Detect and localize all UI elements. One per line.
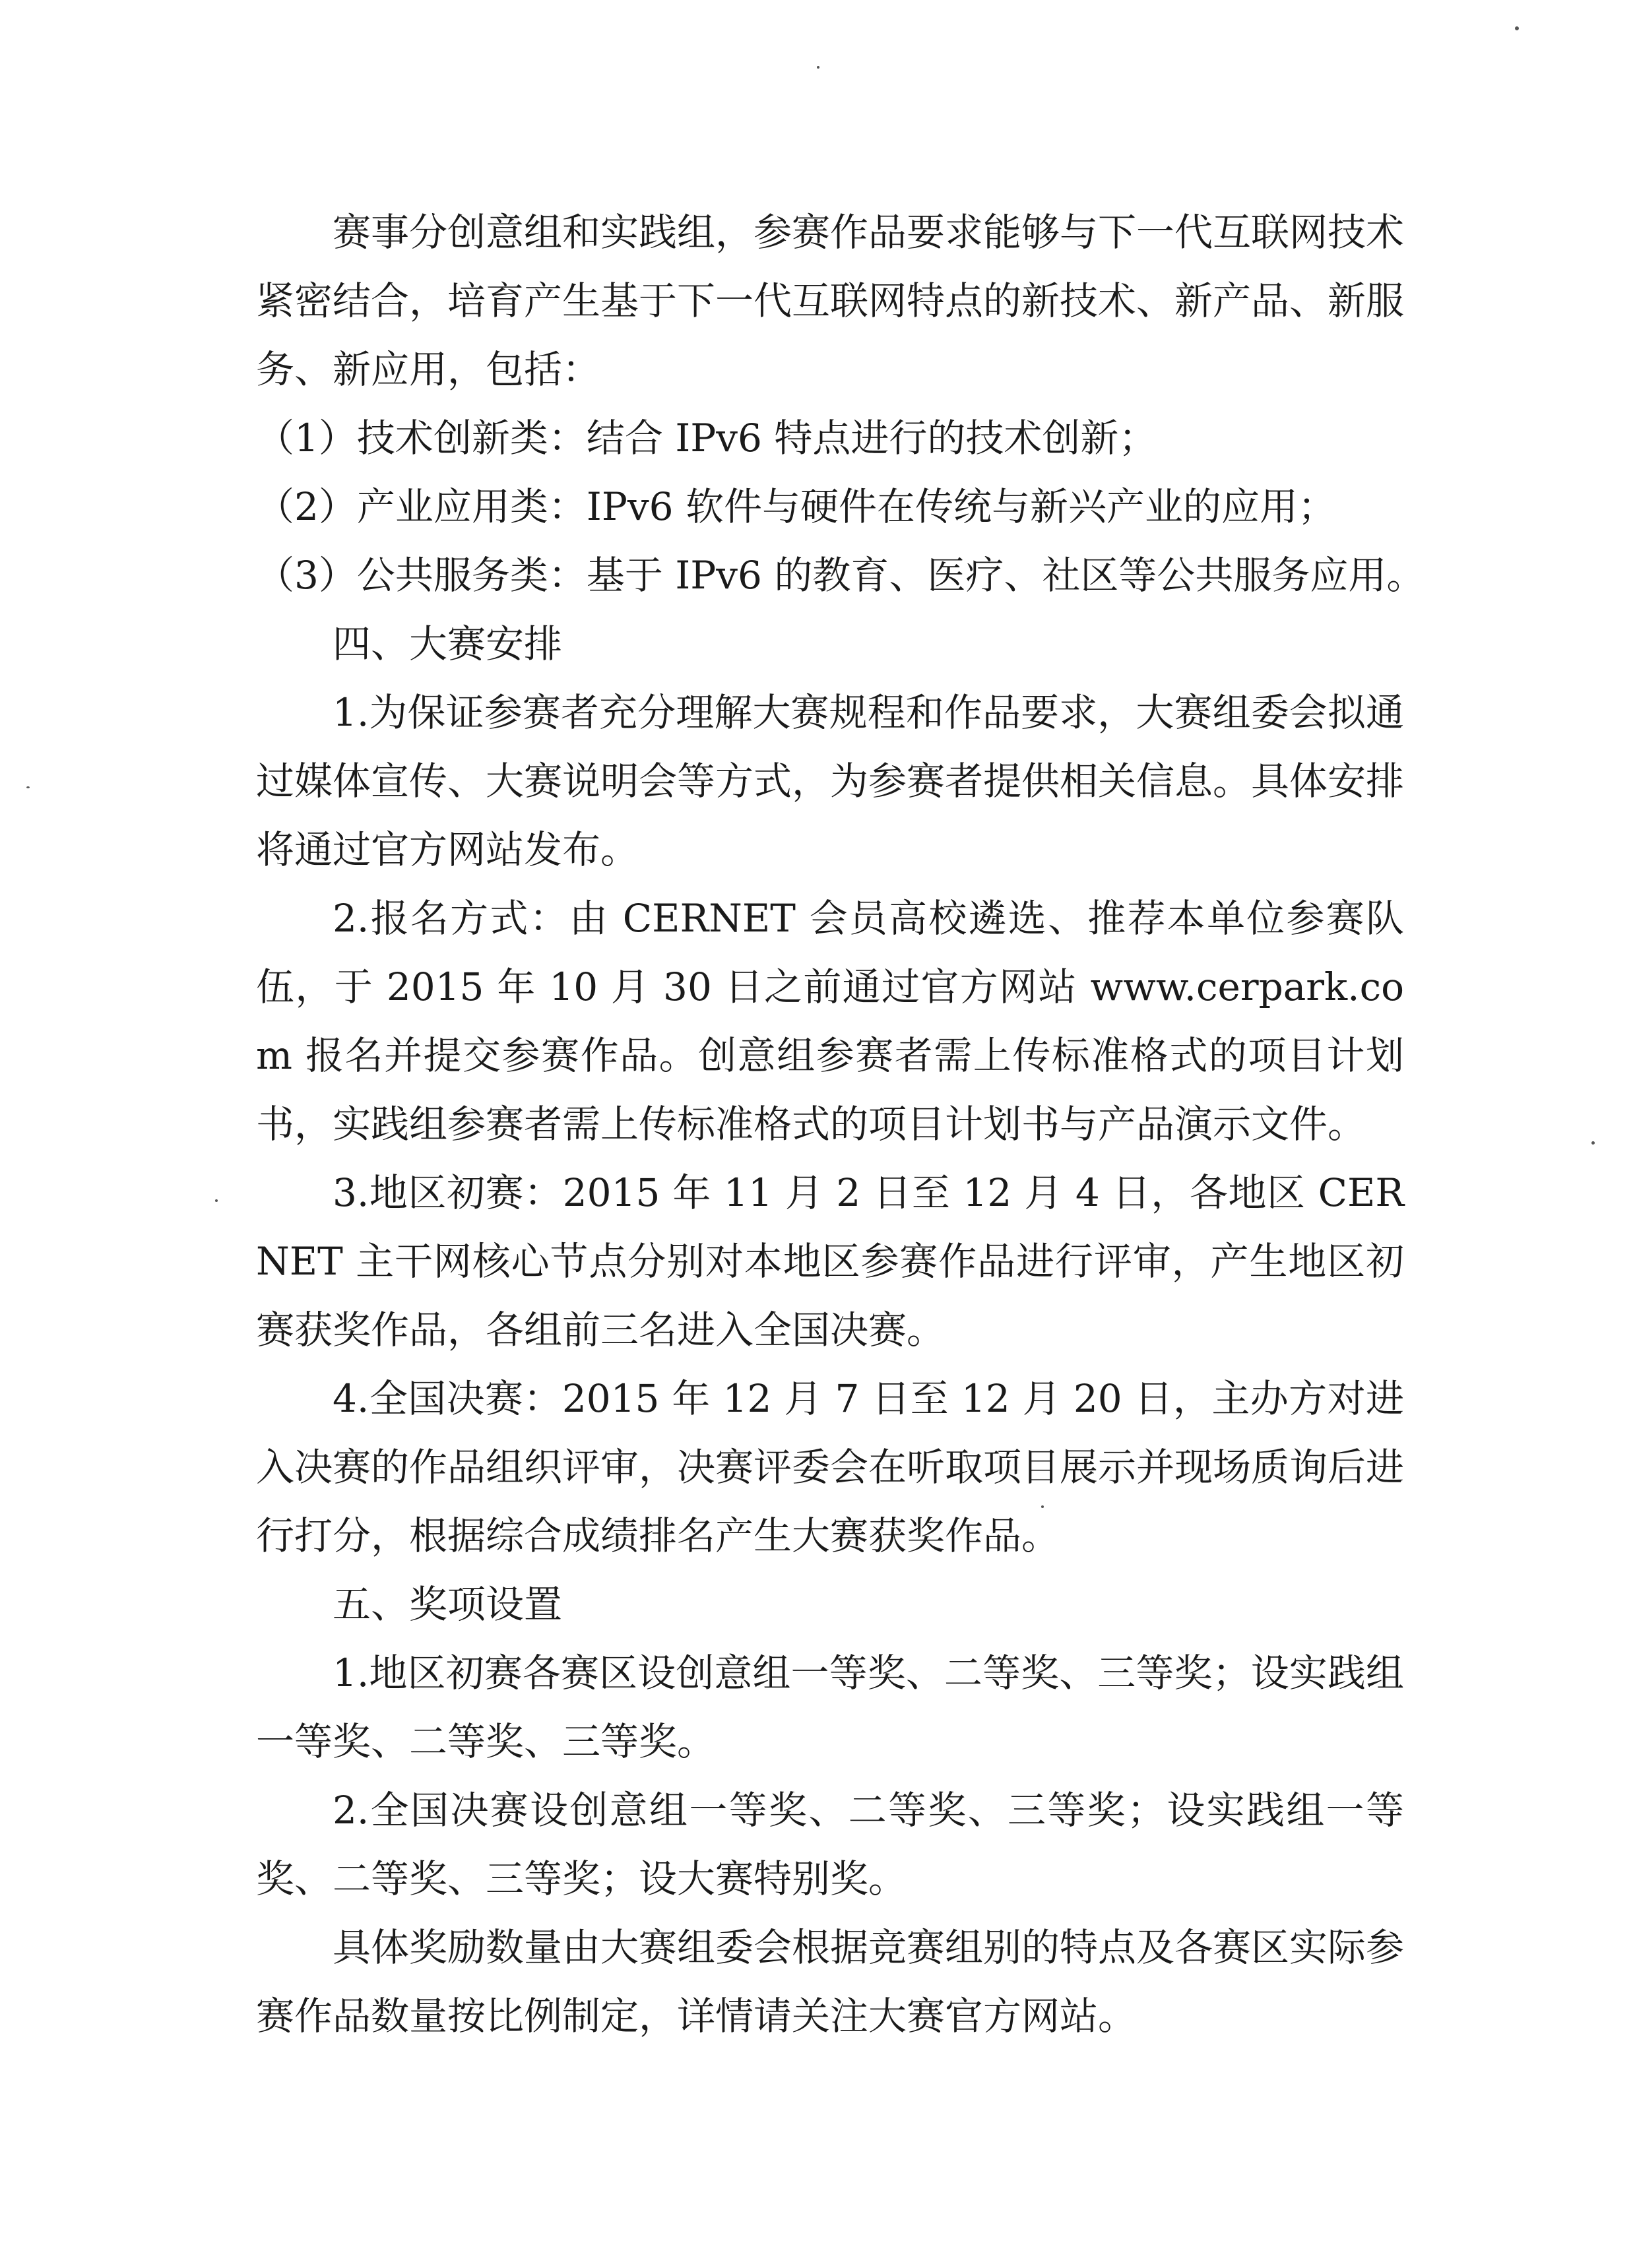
category-item-2: （2）产业应用类：IPv6 软件与硬件在传统与新兴产业的应用；	[256, 484, 1336, 529]
section-heading-awards: 五、奖项设置	[333, 1582, 563, 1627]
awards-item-2: 2.全国决赛设创意组一等奖、二等奖、三等奖；设实践组一等奖、二等奖、三等奖；设大赛特别奖。	[256, 1788, 1404, 1901]
scan-speck	[817, 66, 819, 69]
awards-closing-paragraph: 具体奖励数量由大赛组委会根据竞赛组别的特点及各赛区实际参赛作品数量按比例制定，详情请关注大赛官方网站。	[256, 1925, 1405, 2038]
scan-speck	[215, 1199, 218, 1202]
schedule-item-2: 2.报名方式：由 CERNET 会员高校遴选、推荐本单位参赛队伍，于 2015 年 10 月 30 日之前通过官方网站 www.cerpark.com 报名并提交参赛作品。创意组参赛者需上传标准格式的项目计划书，实践组参赛者需上传标准格式的项目计划书与产品演示文件。	[256, 896, 1404, 1147]
section-heading-schedule: 四、大赛安排	[333, 621, 563, 666]
intro-paragraph: 赛事分创意组和实践组，参赛作品要求能够与下一代互联网技术紧密结合，培育产生基于下一代互联网特点的新技术、新产品、新服务、新应用，包括：	[256, 210, 1405, 392]
schedule-item-4: 4.全国决赛：2015 年 12 月 7 日至 12 月 20 日，主办方对进入决赛的作品组织评审，决赛评委会在听取项目展示并现场质询后进行打分，根据综合成绩排名产生大赛获奖作品。	[256, 1376, 1405, 1558]
scan-speck	[1591, 1141, 1595, 1145]
scan-speck	[1515, 26, 1519, 30]
document-body	[256, 198, 1425, 2050]
awards-item-1: 1.地区初赛各赛区设创意组一等奖、二等奖、三等奖；设实践组一等奖、二等奖、三等奖。	[256, 1651, 1404, 1764]
category-item-3: （3）公共服务类：基于 IPv6 的教育、医疗、社区等公共服务应用。	[256, 553, 1425, 598]
category-item-1: （1）技术创新类：结合 IPv6 特点进行的技术创新；	[256, 416, 1157, 460]
schedule-item-1: 1.为保证参赛者充分理解大赛规程和作品要求，大赛组委会拟通过媒体宣传、大赛说明会等方式，为参赛者提供相关信息。具体安排将通过官方网站发布。	[256, 690, 1405, 872]
schedule-item-3: 3.地区初赛：2015 年 11 月 2 日至 12 月 4 日，各地区 CERNET 主干网核心节点分别对本地区参赛作品进行评审，产生地区初赛获奖作品，各组前三名进入全国决赛。	[256, 1170, 1404, 1352]
scan-speck	[26, 786, 30, 788]
